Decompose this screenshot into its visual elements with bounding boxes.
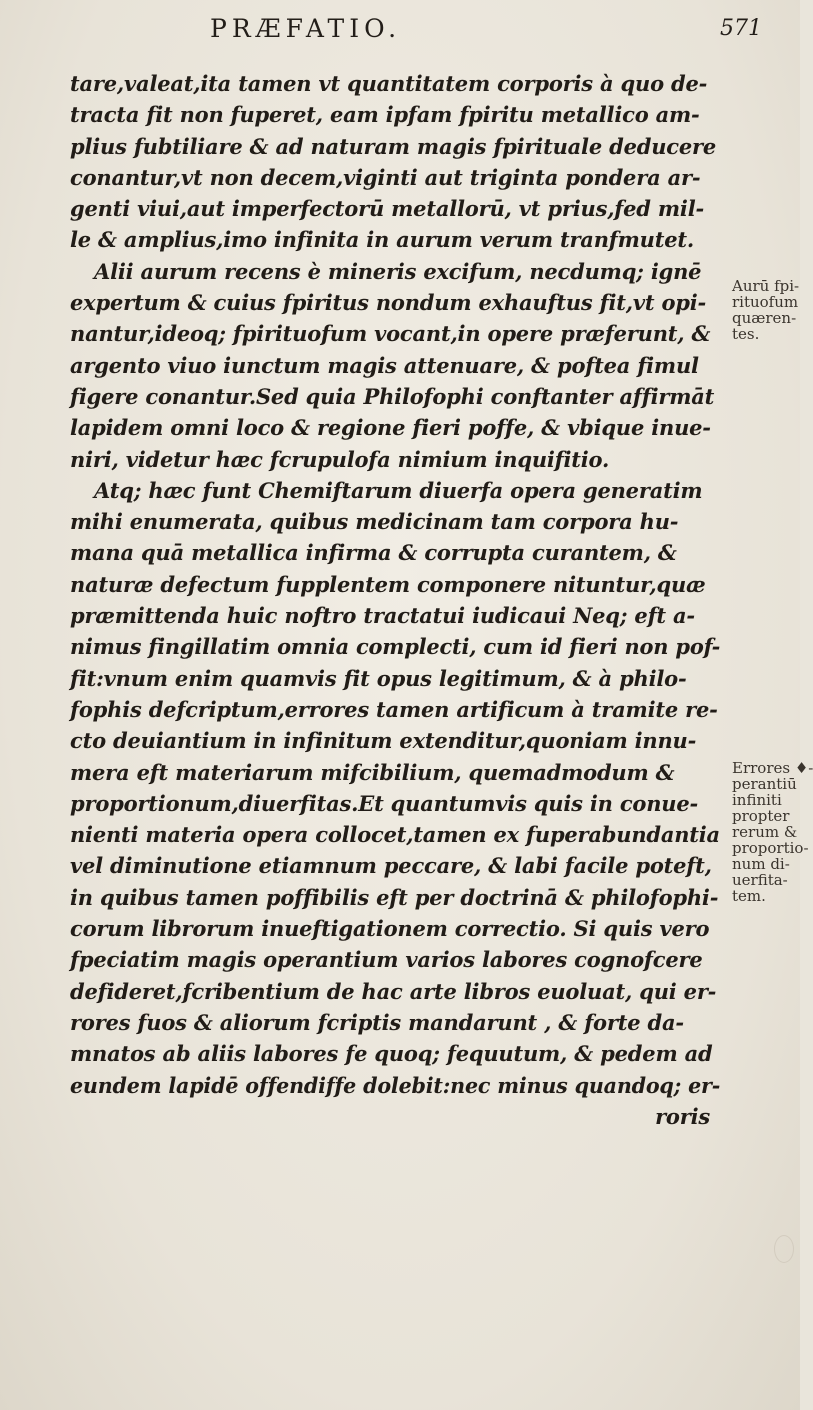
marginal-note-line: rituofum	[732, 293, 799, 311]
text-line: fpeciatim magis operantium varios labores cognofcere	[70, 947, 703, 973]
page-number: 571	[720, 16, 762, 41]
paper-stain	[774, 1235, 794, 1263]
text-line: nantur,ideoq; fpirituofum vocant,in opere præferunt, &	[70, 321, 711, 347]
paragraph-start-line: Atq; hæc funt Chemiftarum diuerfa opera generatim	[94, 477, 703, 503]
text-line: vel diminutione etiamnum peccare, & labi facile poteft,	[70, 853, 712, 879]
text-line: figere conantur.Sed quia Philofophi conftanter affirmāt	[70, 383, 715, 409]
text-line: proportionum,diuerfitas.Et quantumvis quis in conue-	[70, 790, 699, 816]
text-line: nimus fingillatim omnia complecti, cum id fieri non pof-	[70, 634, 721, 660]
text-line: corum librorum inueftigationem correctio. Si quis vero	[70, 916, 710, 942]
marginal-note-line: infiniti	[732, 791, 782, 809]
marginal-note-line: propter	[732, 807, 790, 825]
text-line: in quibus tamen poffibilis eft per doctrinā & philofophi-	[70, 884, 719, 910]
marginal-note-line: proportio-	[732, 839, 809, 857]
text-line: tracta fit non fuperet, eam ipfam fpiritu metallico am-	[70, 102, 700, 128]
text-line: rores fuos & aliorum fcriptis mandarunt , & forte da-	[70, 1009, 684, 1035]
text-line: nienti materia opera collocet,tamen ex fuperabundantia	[70, 822, 720, 848]
marginal-note-line: tes.	[732, 325, 760, 343]
text-line: mera eft materiarum mifcibilium, quemadmodum &	[70, 759, 675, 785]
marginal-note-line: Errores ♦-	[732, 759, 813, 777]
text-line: cto deuiantium in infinitum extenditur,quoniam innu-	[70, 728, 697, 754]
text-line: præmittenda huic noftro tractatui iudicaui Neq; eft a-	[70, 603, 695, 629]
marginal-note-line: rerum &	[732, 823, 798, 841]
text-line: tare,valeat,ita tamen vt quantitatem corporis à quo de-	[70, 71, 708, 96]
text-line: plius fubtiliare & ad naturam magis fpirituale deducere	[70, 133, 717, 159]
marginal-note-line: num di-	[732, 855, 790, 873]
marginal-note-aurum	[732, 278, 800, 342]
marginal-note-line: uerfita-	[732, 871, 788, 889]
marginal-note-line: tem.	[732, 887, 766, 905]
text-line: le & amplius,imo infinita in aurum verum tranfmutet.	[70, 227, 694, 253]
marginal-note-line: perantiū	[732, 775, 797, 793]
text-line: mihi enumerata, quibus medicinam tam corpora hu-	[70, 509, 679, 535]
text-line: fit:vnum enim quamvis fit opus legitimum, & à philo-	[70, 665, 687, 691]
text-line: defideret,fcribentium de hac arte libros euoluat, qui er-	[70, 978, 717, 1004]
text-line: conantur,vt non decem,viginti aut triginta pondera ar-	[70, 164, 701, 190]
page-header	[0, 14, 800, 54]
text-line: mnatos ab aliis labores fe quoq; fequutum, & pedem ad	[70, 1041, 713, 1067]
text-line: niri, videtur hæc fcrupulofa nimium inquifitio.	[70, 446, 610, 472]
running-head: PRÆFATIO.	[210, 14, 402, 43]
text-line: fophis defcriptum,errores tamen artificum à tramite re-	[70, 696, 718, 722]
paragraph-start-line: Alii aurum recens è mineris excifum, necdumq; ignē	[94, 258, 702, 284]
main-text-block	[70, 68, 720, 1132]
text-line: lapidem omni loco & regione fieri poffe, & vbique inue-	[70, 415, 711, 441]
text-line: expertum & cuius fpiritus nondum exhauftus fit,vt opi-	[70, 290, 707, 316]
marginal-note-line: Aurū fpi-	[732, 277, 800, 295]
text-line: naturæ defectum fupplentem componere nituntur,quæ	[70, 571, 706, 597]
text-line: eundem lapidē offendiffe dolebit:nec minus quandoq; er-	[70, 1072, 721, 1098]
marginal-note-line: quæren-	[732, 309, 797, 327]
text-line: mana quā metallica infirma & corrupta curantem, &	[70, 540, 677, 566]
text-line: argento viuo iunctum magis attenuare, & poftea fimul	[70, 352, 699, 378]
marginal-note-errores	[732, 759, 813, 905]
text-line: genti viui,aut imperfectorū metallorū, vt prius,fed mil-	[70, 196, 704, 222]
catchword: roris	[655, 1103, 710, 1129]
